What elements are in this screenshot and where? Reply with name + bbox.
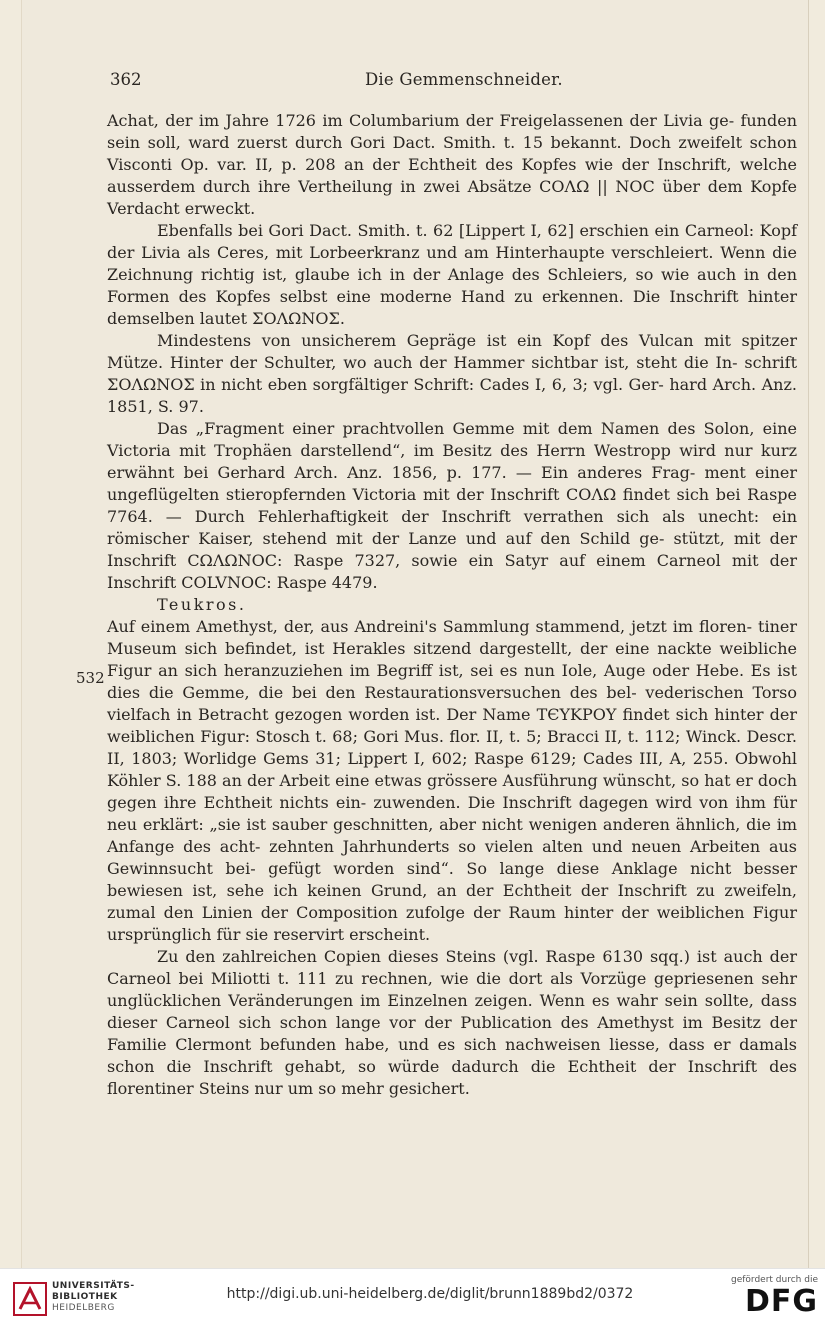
section-heading-teukros: Teukros. [157,595,247,614]
running-title: Die Gemmenschneider. [365,70,563,89]
logo-line-1: UNIVERSITÄTS- [52,1281,135,1291]
funding-caption: gefördert durch die [731,1275,818,1285]
paragraph-vulcan: Mindestens von unsicherem Gepräge ist ein Kopf des Vulcan mit spitzer Mütze. Hinter der Schulter, wo auch der Hammer sichtbar ist, steht die In- schrift ΣΟΛΩΝΟΣ in nicht eben sorgfältiger Schrift: Cades I, 6, 3; vgl. Ger- hard Arch. Anz. 1851, S. 97. [107,331,797,416]
paragraph-livia-ceres: Ebenfalls bei Gori Dact. Smith. t. 62 [Lippert I, 62] erschien ein Carneol: Kopf der Livia als Ceres, mit Lorbeerkranz und am Hinterhaupte verschleiert. Wenn die Zeichnung richtig ist, glaube ich in der Anlage des Schleiers, so wie auch in den Formen des Kopfes selbst eine moderne Hand zu erkennen. Die Inschrift hinter demselben lautet ΣΟΛΩΝΟΣ. [107,221,797,328]
paragraph-achat: Achat, der im Jahre 1726 im Columbarium der Freigelassenen der Livia ge- funden sein soll, ward zuerst durch Gori Dact. Smith. t. 15 bekannt. Doch zweifelt schon Visconti Op. var. II, p. 208 an der Echtheit des Kopfes wie der Inschrift, welche ausserdem durch ihre Vertheilung in zwei Absätze COΛΩ || NOC über dem Kopfe Verdacht erweckt. [107,111,797,218]
dfg-wordmark: DFG [744,1284,818,1319]
permalink-url[interactable]: http://digi.ub.uni-heidelberg.de/diglit/brunn1889bd2/0372 [226,1286,634,1302]
page-header [110,70,800,94]
dfg-funding-logo[interactable] [726,1275,818,1323]
viewer-footer [0,1268,825,1327]
logo-line-2: BIBLIOTHEK [52,1292,118,1302]
margin-page-number: 532 [76,669,105,687]
paragraph-solon-fragment: Das „Fragment einer prachtvollen Gemme mit dem Namen des Solon, eine Victoria mit Trophäen darstellend“, im Besitz des Herrn Westropp wird nur kurz erwähnt bei Gerhard Arch. Anz. 1856, p. 177. — Ein anderes Frag- ment einer ungeflügelten stieropfernden Victoria mit der Inschrift COΛΩ findet sich bei Raspe 7764. — Durch Fehlerhaftigkeit der Inschrift verrathen sich als unecht: ein römischer Kaiser, stehend mit der Lanze und auf den Schild ge- stützt, mit der Inschrift CΩΛΩNOC: Raspe 7327, sowie ein Satyr auf einem Carneol mit der Inschrift COLVNOC: Raspe 4479. [107,419,797,592]
paragraph-copies: Zu den zahlreichen Copien dieses Steins (vgl. Raspe 6130 sqq.) ist auch der Carneol bei Miliotti t. 111 zu rechnen, wie die dort als Vorzüge gepriesenen sehr unglücklichen Veränderungen im Einzelnen zeigen. Wenn es wahr sein sollte, dass dieser Carneol sich schon lange vor der Publication des Amethyst im Besitz der Familie Clermont befunden habe, und es sich nachweisen liesse, dass er damals schon die Inschrift gehabt, so würde dadurch die Echtheit der Inschrift des florentiner Steins nur um so mehr gesichert. [107,947,797,1098]
body-text [107,110,797,1100]
paragraph-amethyst: Auf einem Amethyst, der, aus Andreini's Sammlung stammend, jetzt im floren- tiner Museum sich befindet, ist Herakles sitzend dargestellt, der eine nackte weibliche Figur an sich heranzuziehen im Begriff ist, sei es nun Iole, Auge oder Hebe. Es ist dies die Gemme, die bei den Restaurationsversuchen des bel- vederischen Torso vielfach in Betracht gezogen worden ist. Der Name TЄYKPOY findet sich hinter der weiblichen Figur: Stosch t. 68; Gori Mus. flor. II, t. 5; Bracci II, t. 112; Winck. Descr. II, 1803; Worlidge Gems 31; Lippert I, 602; Raspe 6129; Cades III, A, 255. Obwohl Köhler S. 188 an der Arbeit eine etwas grössere Ausführung wünscht, so hat er doch gegen ihre Echtheit nichts ein- zuwenden. Die Inschrift dagegen wird von ihm für neu erklärt: „sie ist sauber geschnitten, aber nicht wenigen anderen ähnlich, die im Anfange des acht- zehnten Jahrhunderts so vielen alten und neuen Arbeiten aus Gewinnsucht bei- gefügt worden sind“. So lange diese Anklage nicht besser bewiesen ist, sehe ich keinen Grund, an der Echtheit der Inschrift zu zweifeln, zumal den Linien der Composition zufolge der Raum hinter der weiblichen Figur ursprünglich für sie reservirt erscheint. [107,617,797,944]
university-library-logo[interactable] [12,1279,152,1319]
logo-wordmark [52,1281,135,1314]
logo-line-3: HEIDELBERG [52,1303,115,1313]
page-number: 362 [110,70,142,89]
ub-heidelberg-logo-icon [12,1281,48,1317]
